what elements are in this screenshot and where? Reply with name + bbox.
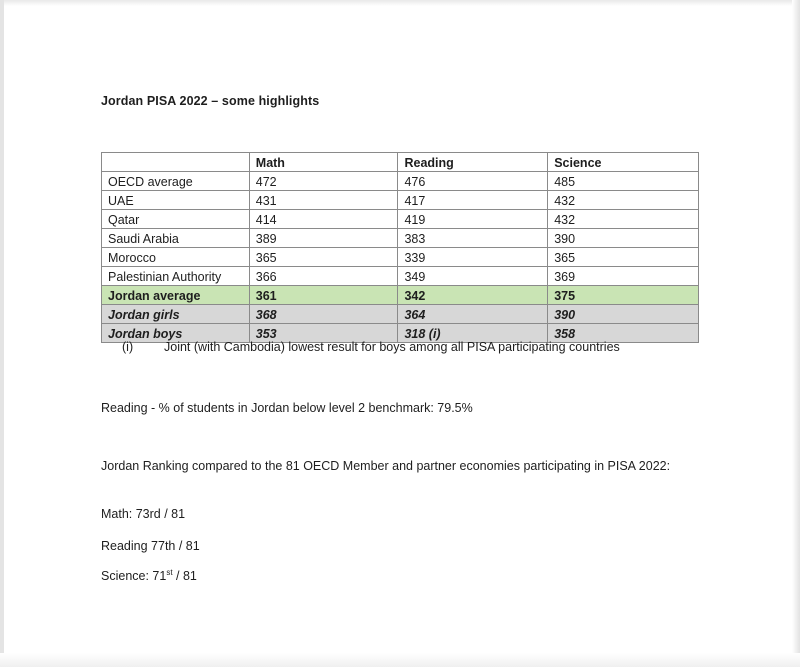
header-cell-reading: Reading (398, 153, 548, 172)
science-cell: 432 (548, 210, 699, 229)
country-cell: Jordan boys (102, 324, 250, 343)
country-cell: Saudi Arabia (102, 229, 250, 248)
page-edge-right (792, 0, 800, 667)
reading-cell: 419 (398, 210, 548, 229)
country-cell: Jordan average (102, 286, 250, 305)
reading-cell: 342 (398, 286, 548, 305)
header-cell-math: Math (249, 153, 398, 172)
reading-cell: 349 (398, 267, 548, 286)
math-cell: 431 (249, 191, 398, 210)
pisa-scores-table (101, 152, 699, 343)
table-row (102, 210, 699, 229)
reading-cell: 339 (398, 248, 548, 267)
table-row (102, 191, 699, 210)
footnote-text: Joint (with Cambodia) lowest result for boys among all PISA participating countries (164, 340, 620, 354)
science-cell: 390 (548, 305, 699, 324)
math-cell: 472 (249, 172, 398, 191)
table-row (102, 267, 699, 286)
table-row (102, 172, 699, 191)
math-cell: 414 (249, 210, 398, 229)
math-cell: 368 (249, 305, 398, 324)
country-cell: Qatar (102, 210, 250, 229)
reading-cell: 364 (398, 305, 548, 324)
country-cell: Palestinian Authority (102, 267, 250, 286)
math-cell: 389 (249, 229, 398, 248)
math-cell: 366 (249, 267, 398, 286)
math-cell: 361 (249, 286, 398, 305)
ranking-intro-text: Jordan Ranking compared to the 81 OECD Member and partner economies participating in PISA 2022: (101, 459, 671, 473)
country-cell: UAE (102, 191, 250, 210)
table-row (102, 248, 699, 267)
reading-cell: 318 (i) (398, 324, 548, 343)
table-footnote (122, 340, 620, 354)
table-row-jordan-girls (102, 305, 699, 324)
table-header-row (102, 153, 699, 172)
math-cell: 365 (249, 248, 398, 267)
math-ranking: Math: 73rd / 81 (101, 507, 186, 521)
page-edge-bottom (0, 653, 800, 667)
science-cell: 365 (548, 248, 699, 267)
science-ranking (101, 566, 197, 586)
footnote-mark: (i) (122, 340, 134, 354)
math-cell: 353 (249, 324, 398, 343)
document-title: Jordan PISA 2022 – some highlights (101, 94, 320, 108)
table-row-jordan-average (102, 286, 699, 305)
reading-cell: 476 (398, 172, 548, 191)
header-cell-blank (102, 153, 250, 172)
page-edge-left (0, 0, 4, 667)
science-ranking-suffix: / 81 (172, 569, 197, 583)
page-edge-top (0, 0, 800, 6)
science-ranking-prefix: Science: 71 (101, 569, 167, 583)
header-cell-science: Science (548, 153, 699, 172)
science-cell: 358 (548, 324, 699, 343)
science-ranking-ordinal: st (166, 567, 173, 577)
science-cell: 485 (548, 172, 699, 191)
country-cell: Jordan girls (102, 305, 250, 324)
science-cell: 369 (548, 267, 699, 286)
science-cell: 390 (548, 229, 699, 248)
science-cell: 375 (548, 286, 699, 305)
table-row (102, 229, 699, 248)
country-cell: Morocco (102, 248, 250, 267)
reading-benchmark-text: Reading - % of students in Jordan below level 2 benchmark: 79.5% (101, 401, 473, 415)
reading-ranking: Reading 77th / 81 (101, 539, 200, 553)
science-cell: 432 (548, 191, 699, 210)
reading-cell: 417 (398, 191, 548, 210)
country-cell: OECD average (102, 172, 250, 191)
reading-cell: 383 (398, 229, 548, 248)
